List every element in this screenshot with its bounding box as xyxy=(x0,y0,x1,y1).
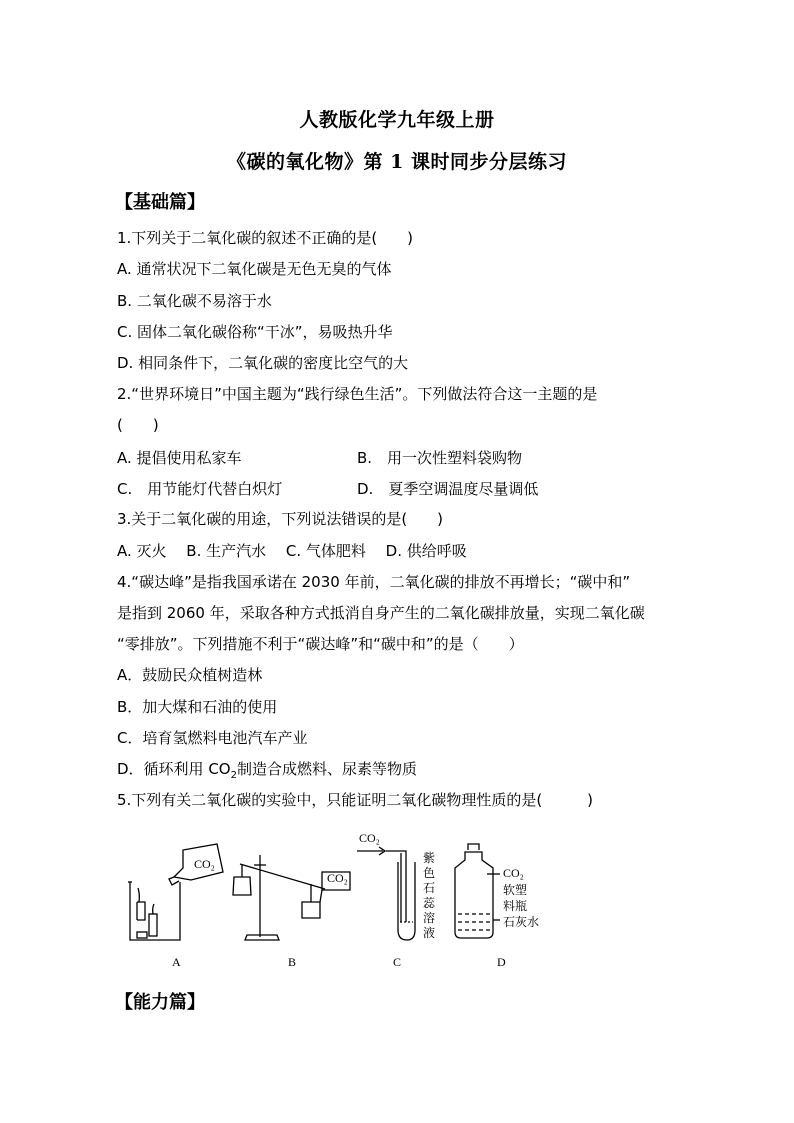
q4-option-d-subscript: 2 xyxy=(230,770,237,781)
q4-stem-line3: “零排放”。下列措施不利于“碳达峰”和“碳中和”的是（ ） xyxy=(117,635,524,653)
q2-stem-line1: 2.“世界环境日”中国主题为“践行绿色生活”。下列做法符合这一主题的是 xyxy=(117,385,598,403)
q1-option-c: C. 固体二氧化碳俗称“干冰”，易吸热升华 xyxy=(117,323,393,341)
q2-option-d: D. 夏季空调温度尽量调低 xyxy=(357,480,539,498)
label-c-char-4: 蕊 xyxy=(423,896,436,910)
q4-stem-line1: 4.“碳达峰”是指我国承诺在 2030 年前，二氧化碳的排放不再增长；“碳中和” xyxy=(117,573,631,591)
apparatus-a-beaker xyxy=(128,882,180,940)
q1-option-b: B. 二氧化碳不易溶于水 xyxy=(117,292,272,310)
apparatus-c-test-tube xyxy=(357,847,415,940)
q2-option-b: B. 用一次性塑料袋购物 xyxy=(357,449,523,467)
q2-option-c: C. 用节能灯代替白炽灯 xyxy=(117,480,283,498)
label-co2-c: CO₂ xyxy=(359,831,380,845)
q3-stem: 3.关于二氧化碳的用途，下列说法错误的是( ) xyxy=(117,510,444,528)
label-c-char-5: 溶 xyxy=(423,911,436,925)
page-subtitle: 《碳的氧化物》第 1 课时同步分层练习 xyxy=(227,151,567,173)
experiment-figure xyxy=(117,822,577,972)
apparatus-b-balance xyxy=(233,855,350,940)
q2-option-a: A. 提倡使用私家车 xyxy=(117,449,242,467)
label-c-char-6: 液 xyxy=(423,926,436,940)
q2-stem-line2: ( ) xyxy=(117,416,159,434)
q4-option-d-prefix: D．循环利用 CO xyxy=(117,760,231,778)
section-basic: 【基础篇】 xyxy=(115,192,205,213)
apparatus-d-bottle xyxy=(455,844,500,938)
q4-stem-line2: 是指到 2060 年，采取各种方式抵消自身产生的二氧化碳排放量，实现二氧化碳 xyxy=(117,604,645,622)
page-title: 人教版化学九年级上册 xyxy=(299,109,495,131)
caption-b: B xyxy=(288,955,297,969)
label-c-char-2: 色 xyxy=(423,866,436,880)
label-d-limewater: 石灰水 xyxy=(503,915,540,929)
section-ability: 【能力篇】 xyxy=(115,992,205,1013)
q4-option-a: A．鼓励民众植树造林 xyxy=(117,666,263,684)
q4-option-d-suffix: 制造合成燃料、尿素等物质 xyxy=(236,760,417,778)
label-c-char-1: 紫 xyxy=(423,851,436,865)
caption-a: A xyxy=(172,955,181,969)
label-co2-b: CO₂ xyxy=(327,871,348,885)
label-d-bottle: 料瓶 xyxy=(503,899,528,913)
caption-d: D xyxy=(497,955,506,969)
label-c-char-3: 石 xyxy=(423,881,436,895)
label-co2-a: CO₂ xyxy=(194,857,215,871)
q4-option-c: C．培育氢燃料电池汽车产业 xyxy=(117,729,308,747)
label-d-soft: 软塑 xyxy=(503,883,528,897)
q5-stem: 5.下列有关二氧化碳的实验中，只能证明二氧化碳物理性质的是( ) xyxy=(117,791,594,809)
caption-c: C xyxy=(393,955,402,969)
q3-options: A. 灭火 B. 生产汽水 C. 气体肥料 D. 供给呼吸 xyxy=(117,542,467,560)
q4-option-b: B．加大煤和石油的使用 xyxy=(117,698,278,716)
experiment-figure-svg xyxy=(117,822,577,972)
q1-option-a: A. 通常状况下二氧化碳是无色无臭的气体 xyxy=(117,260,392,278)
q1-option-d: D. 相同条件下，二氧化碳的密度比空气的大 xyxy=(117,354,409,372)
label-co2-d: CO₂ xyxy=(503,866,524,880)
q1-stem: 1.下列关于二氧化碳的叙述不正确的是( ) xyxy=(117,229,414,247)
q4-option-d xyxy=(117,758,417,781)
